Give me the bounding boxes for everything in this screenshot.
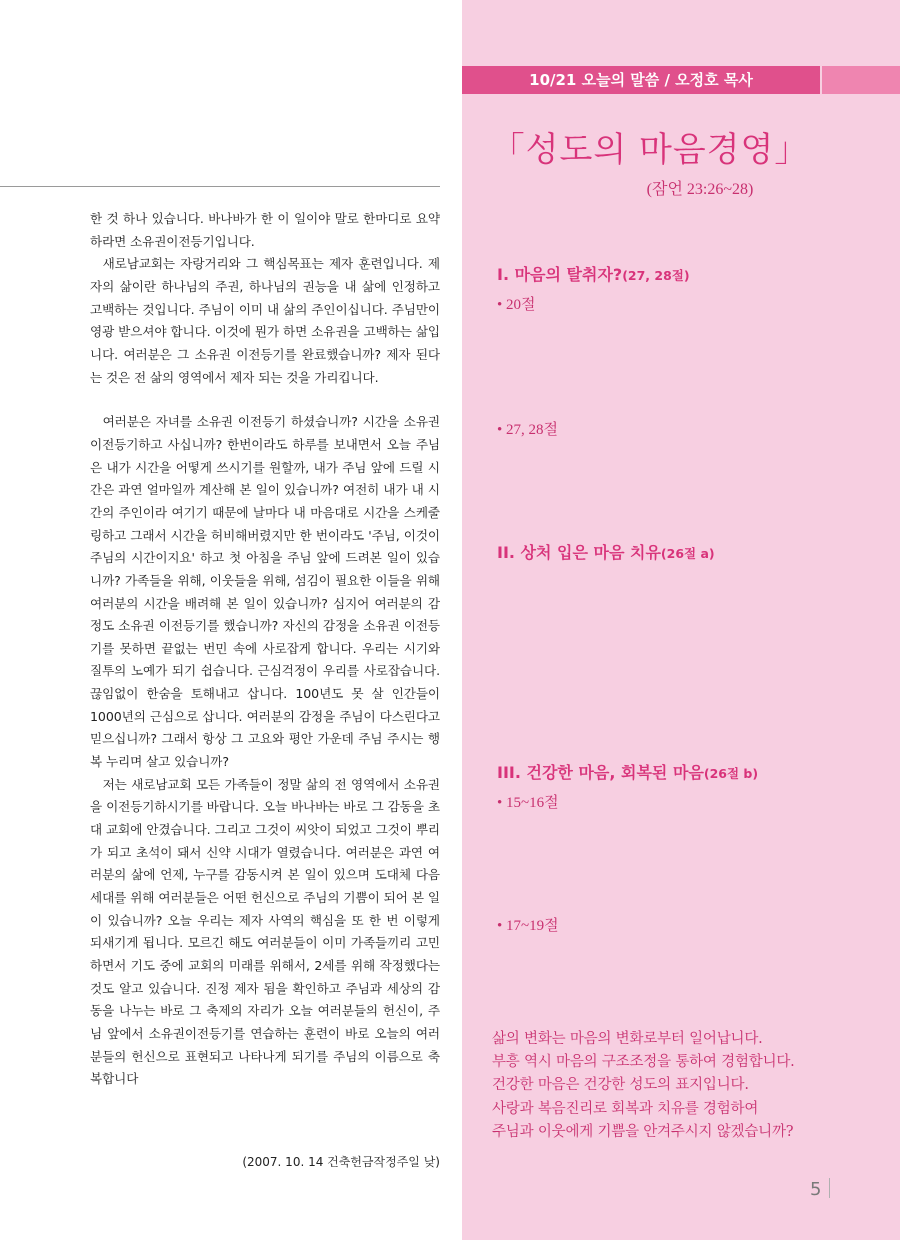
page-number-divider	[829, 1178, 830, 1198]
heading-text: I. 마음의 탈취자?	[497, 265, 623, 284]
sermon-header-bar: 10/21 오늘의 말씀 / 오정호 목사	[462, 66, 820, 94]
outline-bullet: • 20절	[497, 297, 536, 313]
body-paragraph: 여러분은 자녀를 소유권 이전등기 하셨습니까? 시간을 소유권 이전등기하고 사십니까? 한번이라도 하루를 보내면서 오늘 주님은 내가 시간을 어떻게 쓰시기를 원할까, 내가 주님 앞에 드릴 시간은 과연 얼마일까 계산해 본 일이 있습니까? 여전히 내가 내 시간의 주인이라 여기기 때문에 날마다 내 마음대로 시간을 스케줄링하고 그래서 시간을 허비해버렸지만 한 번이라도 '주님, 이것이 주님의 시간이지요' 하고 첫 아침을 주님 앞에 드려본 일이 있습니까? 가족들을 위해, 이웃들을 위해, 섬김이 필요한 이들을 위해 여러분의 시간을 배려해 본 일이 있습니까? 심지어 여러분의 감정도 소유권 이전등기를 했습니까? 자신의 감정을 소유권 이전등기를 못하면 끝없는 번민 속에 사로잡게 합니다. 우리는 시기와 질투의 노예가 되기 쉽습니다. 근심걱정이 우리를 사로잡습니다. 끊임없이 한숨을 토해내고 삽니다. 100년도 못 살 인간들이 1000년의 근심으로 삽니다. 여러분의 감정을 주님이 다스린다고 믿으십니까? 그래서 항상 그 고요와 평안 가운데 주님 주시는 행복 누리며 살고 있습니까?	[90, 414, 440, 770]
date-footnote: (2007. 10. 14 건축헌금작정주일 낮)	[242, 1155, 440, 1169]
outline-bullet: • 17~19절	[497, 918, 559, 934]
heading-verse-ref: (26절 b)	[703, 766, 759, 781]
summary-line: 사랑과 복음진리로 회복과 치유를 경험하여	[492, 1100, 759, 1117]
header-bar-tab	[822, 66, 900, 94]
body-paragraph: 한 것 하나 있습니다. 바나바가 한 이 일이야 말로 한마디로 요약하라면 소유권이전등기입니다.	[90, 211, 440, 249]
summary-line: 삶의 변화는 마음의 변화로부터 일어납니다.	[492, 1031, 763, 1047]
outline-heading-1	[497, 262, 690, 285]
heading-text: II. 상처 입은 마음 치유	[497, 543, 661, 562]
sermon-title: 「성도의 마음경영」	[490, 130, 810, 170]
heading-verse-ref: (27, 28절)	[622, 268, 690, 283]
summary-block	[492, 1028, 882, 1144]
body-paragraph: 저는 새로남교회 모든 가족들이 정말 삶의 전 영역에서 소유권을 이전등기하시기를 바랍니다. 오늘 바나바는 바로 그 감동을 초대 교회에 안겼습니다. 그리고 그것이 씨앗이 되었고 그것이 뿌리가 되고 초석이 돼서 신약 시대가 열렸습니다. 여러분은 과연 여러분의 삶에 언제, 누구를 감동시켜 본 일이 있으며 도대체 다음 세대를 위해 여러분들은 어떤 헌신으로 주님의 기쁨이 되어 본 일이 있습니까? 오늘 우리는 제자 사역의 핵심을 또 한 번 이렇게 되새기게 됩니다. 모르긴 해도 여러분들이 이미 가족들끼리 고민하면서 기도 중에 교회의 미래를 위해서, 2세를 위해 작정했다는 것도 알고 있습니다. 진정 제자 됨을 확인하고 주님과 세상의 감동을 나누는 바로 그 축제의 자리가 오늘 여러분들의 헌신이, 주님 앞에서 소유권이전등기를 연습하는 훈련이 바로 오늘의 여러분들의 헌신으로 표현되고 나타나게 되기를 주님의 이름으로 축복합니다	[90, 776, 440, 1087]
scripture-reference: (잠언 23:26~28)	[646, 181, 754, 198]
outline-heading-3	[497, 760, 758, 783]
heading-text: III. 건강한 마음, 회복된 마음	[497, 763, 704, 782]
top-divider	[0, 186, 440, 187]
body-paragraph: 새로남교회는 자랑거리와 그 핵심목표는 제자 훈련입니다. 제자의 삶이란 하나님의 주권, 하나님의 권능을 내 삶에 인정하고 고백하는 것입니다. 주님이 이미 내 삶의 주인이십니다. 주님만이 영광 받으셔야 합니다. 이것에 뭔가 하면 소유권을 고백하는 삶입니다. 여러분은 그 소유권 이전등기를 완료했습니까? 제자 된다는 것은 전 삶의 영역에서 제자 되는 것을 가리킵니다.	[90, 256, 440, 385]
outline-heading-2	[497, 540, 715, 563]
outline-bullet: • 15~16절	[497, 795, 559, 811]
heading-verse-ref: (26절 a)	[660, 546, 715, 561]
page-number: 5	[810, 1179, 822, 1200]
summary-line: 부흥 역시 마음의 구조조정을 통하여 경험합니다.	[492, 1054, 795, 1071]
summary-line: 주님과 이웃에게 기쁨을 안겨주시지 않겠습니까?	[492, 1123, 794, 1140]
sermon-body	[90, 208, 440, 1091]
outline-bullet: • 27, 28절	[497, 422, 558, 438]
summary-line: 건강한 마음은 건강한 성도의 표지입니다.	[492, 1077, 749, 1094]
